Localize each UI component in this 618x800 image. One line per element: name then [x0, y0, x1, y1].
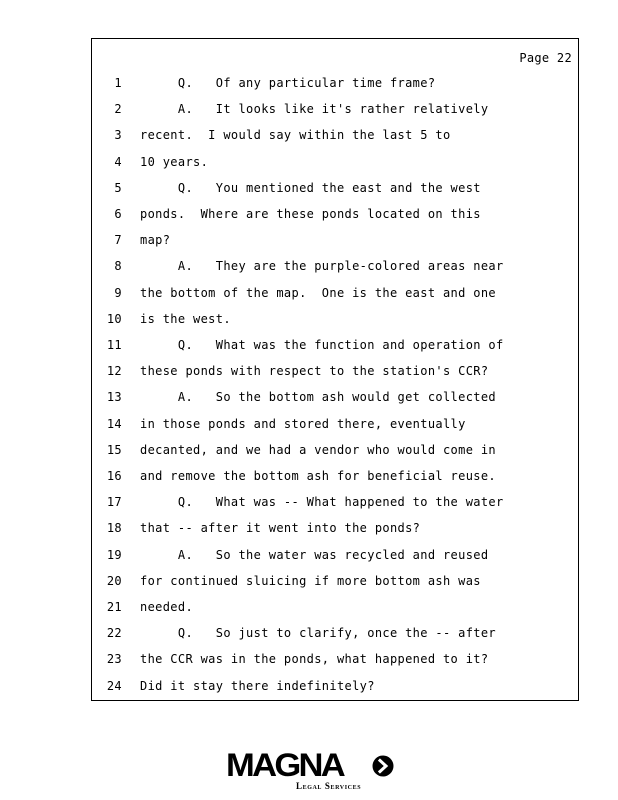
logo-wordmark: MAGNA	[226, 747, 344, 783]
line-number: 19	[106, 547, 122, 562]
line-number: 10	[106, 311, 122, 326]
line-text: Q. Of any particular time frame?	[140, 76, 436, 90]
line-number: 9	[114, 285, 122, 300]
line-number: 3	[114, 128, 122, 143]
line-number: 24	[106, 678, 122, 693]
line-text: A. So the water was recycled and reused	[140, 547, 489, 562]
line-number: 16	[106, 469, 122, 483]
line-number: 6	[114, 207, 122, 221]
line-number: 14	[106, 416, 122, 431]
line-number: 4	[114, 154, 122, 169]
line-text: Did it stay there indefinitely?	[140, 678, 375, 693]
line-text: for continued sluicing if more bottom ash was	[140, 573, 481, 588]
line-text: the CCR was in the ponds, what happened to it?	[140, 652, 489, 667]
line-number: 17	[106, 495, 122, 510]
line-text: recent. I would say within the last 5 to	[140, 128, 451, 143]
line-text: Q. So just to clarify, once the -- after	[140, 626, 497, 641]
line-number: 5	[114, 180, 122, 195]
line-text: in those ponds and stored there, eventually	[140, 416, 466, 431]
line-text: 10 years.	[140, 154, 209, 169]
line-text: these ponds with respect to the station's CCR?	[140, 364, 489, 379]
line-number: 7	[114, 233, 122, 248]
line-number: 12	[106, 364, 122, 379]
line-number: 22	[106, 626, 122, 641]
line-number: 8	[114, 259, 122, 274]
page-number: Page 22	[519, 51, 572, 65]
line-text: Q. What was -- What happened to the water	[140, 495, 504, 510]
line-number: 15	[106, 442, 122, 457]
line-text: decanted, and we had a vendor who would come in	[140, 442, 497, 457]
line-text: Q. You mentioned the east and the west	[140, 180, 481, 195]
line-text: A. It looks like it's rather relatively	[140, 102, 489, 117]
line-number: 18	[106, 521, 122, 536]
line-text: ponds. Where are these ponds located on this	[140, 207, 481, 221]
line-text: the bottom of the map. One is the east and one	[140, 285, 497, 300]
line-text: needed.	[140, 600, 194, 614]
line-number: 21	[106, 600, 122, 614]
line-number: 20	[106, 573, 122, 588]
line-text: A. So the bottom ash would get collected	[140, 390, 497, 405]
magna-logo	[226, 748, 396, 794]
line-text: that -- after it went into the ponds?	[140, 521, 421, 536]
chevron-right-circle-icon	[372, 755, 394, 777]
line-number: 2	[114, 102, 122, 117]
logo-subtitle: Legal Services	[296, 781, 362, 791]
line-text: and remove the bottom ash for beneficial reuse.	[140, 469, 497, 483]
line-text: A. They are the purple-colored areas near	[140, 259, 504, 274]
line-text: map?	[140, 233, 171, 248]
line-number: 23	[106, 652, 122, 667]
line-number: 11	[106, 338, 122, 352]
line-number: 13	[106, 390, 122, 405]
line-text: is the west.	[140, 311, 231, 326]
line-text: Q. What was the function and operation of	[140, 338, 504, 352]
transcript-page	[91, 38, 579, 701]
line-number: 1	[114, 76, 122, 90]
